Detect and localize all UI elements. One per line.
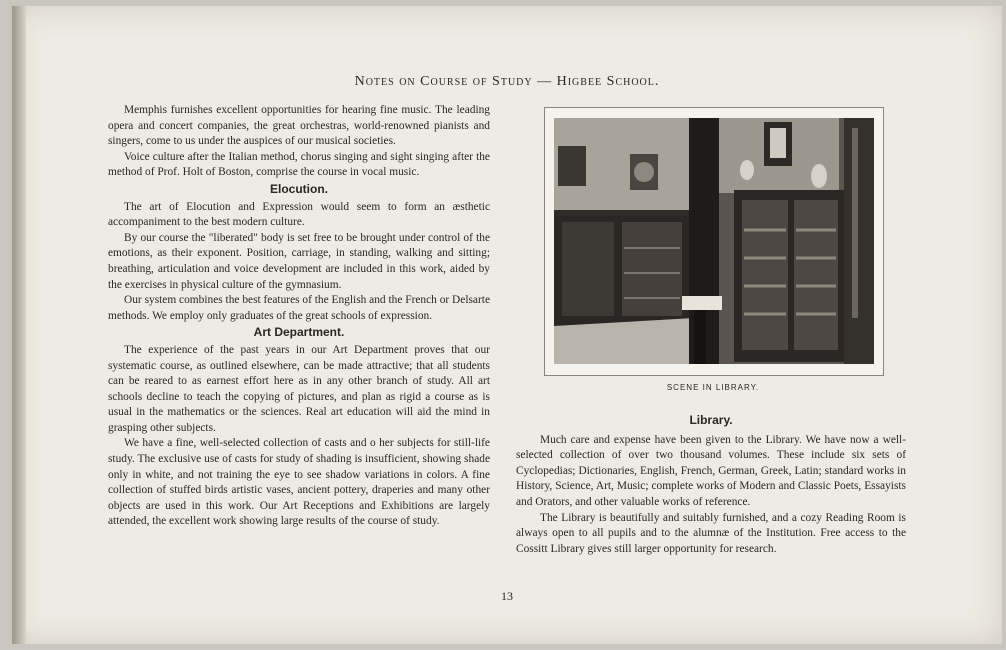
photo-caption: SCENE IN LIBRARY. [666, 383, 760, 392]
elocution-heading: Elocution. [270, 181, 328, 196]
running-header: Notes on Course of Study — Higbee School. [354, 74, 660, 89]
art-department-heading: Art Department. [253, 325, 345, 340]
book-page [12, 6, 1002, 644]
elocution-paragraph-2: By our course the "liberated" body is set free to be brought under control of the emotions, as their exponent. Position, carriage, in standing, walking and sitting; breathing, articulation and voice development are included in this work, aided by the exercises in physical culture of the gymnasium. [108, 231, 490, 291]
art-paragraph-2: We have a fine, well-selected collection of casts and o her subjects for still-life study. The exclusive use of casts for study of shading is insufficient, showing shade only in white, and not training the eye to see shadow variations in colors. A fine collection of stuffed birds artistic vases, ancient pottery, draperies and many other objects are used in this work. Our Art Receptions and Exhibitions are largely attended, the excellent work showing large results of the course of study. [108, 437, 490, 528]
right-column [516, 413, 906, 557]
library-paragraph-1: Much care and expense have been given to the Library. We have now a well-selected collection of over two thousand volumes. These include six sets of Cyclopedias; Dictionaries, English, French, German, Greek, Latin; standard works in History, Science, Art, Music; complete works of Modern and Classic Poets, Essayists and Orators, and other valuable works of reference. [516, 433, 906, 508]
art-paragraph-1: The experience of the past years in our Art Department proves that our systematic course, as outlined elsewhere, can be made attractive; that all students can be reared to as earnest effort here as in any other branch of study. All art schools decline to teach the copying of pictures, and plan as rigid a course as is usual in the mathematics or the sciences. Real art education will aid the mind in grasping other subjects. [108, 343, 490, 434]
music-paragraph-1: Memphis furnishes excellent opportunities for hearing fine music. The leading opera and concert companies, the great orchestras, world-renowned pianists and singers, come to us under the auspices of our musical societies. [108, 104, 490, 148]
library-heading: Library. [689, 413, 733, 427]
library-scene-image [554, 118, 874, 364]
music-paragraph-2: Voice culture after the Italian method, chorus singing and sight singing after the method of Prof. Holt of Boston, comprise the course in vocal music. [108, 150, 490, 179]
library-photograph [544, 107, 884, 376]
left-column [108, 103, 490, 530]
elocution-paragraph-3: Our system combines the best features of the English and the French or Delsarte methods. We employ only graduates of the great schools of expression. [108, 294, 490, 322]
elocution-paragraph-1: The art of Elocution and Expression would seem to form an æsthetic accompaniment to the best modern culture. [108, 200, 490, 229]
page-number: 13 [501, 589, 513, 603]
library-paragraph-2: The Library is beautifully and suitably furnished, and a cozy Reading Room is always open to all pupils and to the alumnæ of the Institution. Free access to the Cossitt Library gives still larger opportunity for research. [516, 511, 906, 555]
page-binding-edge [12, 6, 26, 644]
